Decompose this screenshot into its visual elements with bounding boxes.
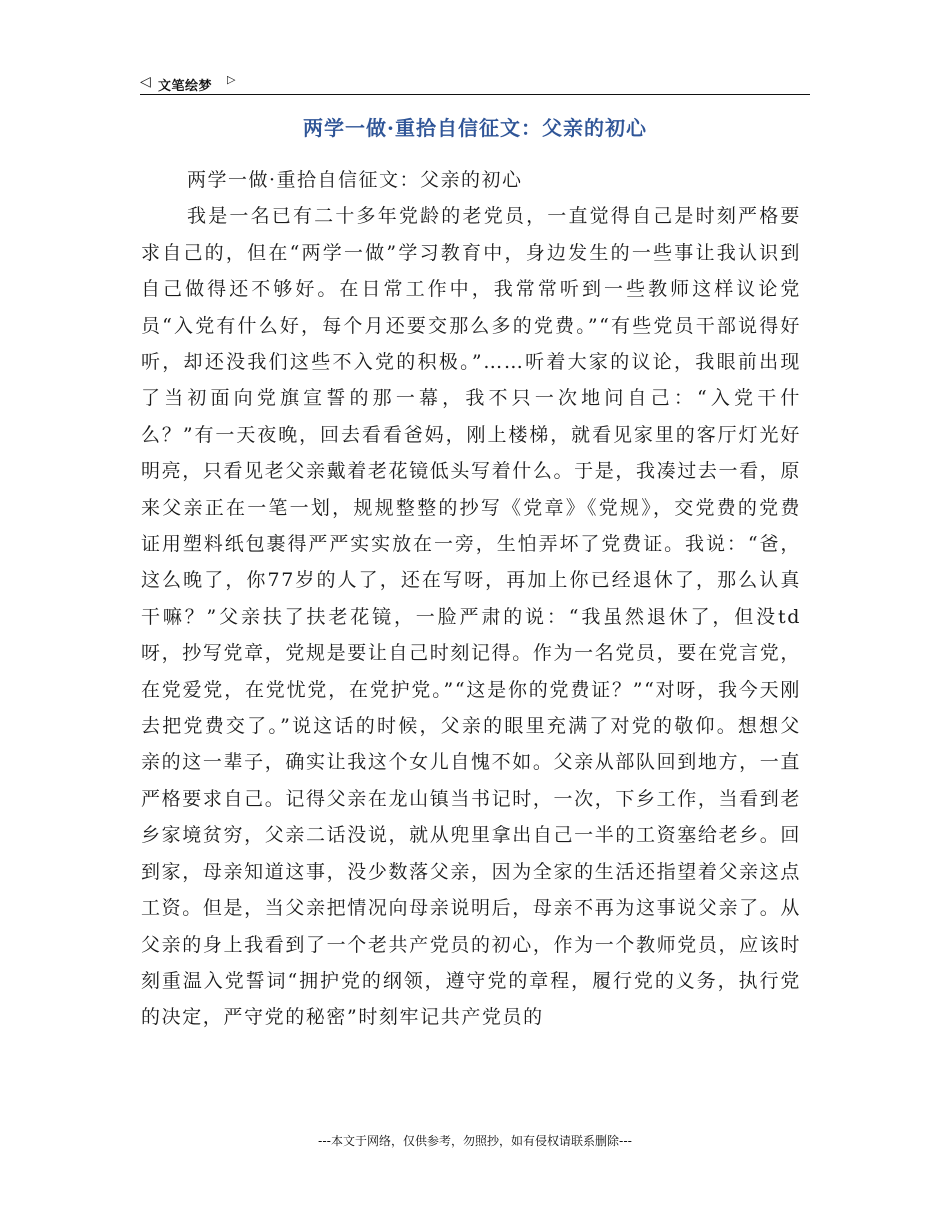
- page-header: [140, 72, 810, 95]
- footer-notice: ---本文于网络，仅供参考，勿照抄，如有侵权请联系删除---: [318, 1134, 632, 1148]
- document-body: [141, 162, 801, 1036]
- body-paragraph: 我是一名已有二十多年党龄的老党员，一直觉得自己是时刻严格要求自己的，但在“两学一做”学习教育中，身边发生的一些事让我认识到自己做得还不够好。在日常工作中，我常常听到一些教师这样议论党员“入党有什么好，每个月还要交那么多的党费。”“有些党员干部说得好听，却还没我们这些不入党的积极。”……听着大家的议论，我眼前出现了当初面向党旗宣誓的那一幕，我不只一次地问自己：“入党干什么？”有一天夜晚，回去看看爸妈，刚上楼梯，就看见家里的客厅灯光好明亮，只看见老父亲戴着老花镜低头写着什么。于是，我凑过去一看，原来父亲正在一笔一划，规规整整的抄写《党章》《党规》，交党费的党费证用塑料纸包裹得严严实实放在一旁，生怕弄坏了党费证。我说：“爸，这么晚了，你77岁的人了，还在写呀，再加上你已经退休了，那么认真干嘛？”父亲扶了扶老花镜，一脸严肃的说：“我虽然退休了，但没td呀，抄写党章，党规是要让自己时刻记得。作为一名党员，要在党言党，在党爱党，在党忧党，在党护党。”“这是你的党费证？”“对呀，我今天刚去把党费交了。”说这话的时候，父亲的眼里充满了对党的敬仰。想想父亲的这一辈子，确实让我这个女儿自愧不如。父亲从部队回到地方，一直严格要求自己。记得父亲在龙山镇当书记时，一次，下乡工作，当看到老乡家境贫穷，父亲二话没说，就从兜里拿出自己一半的工资塞给老乡。回到家，母亲知道这事，没少数落父亲，因为全家的生活还指望着父亲这点工资。但是，当父亲把情况向母亲说明后，母亲不再为这事说父亲了。从父亲的身上我看到了一个老共产党员的初心，作为一个教师党员，应该时刻重温入党誓词“拥护党的纲领，遵守党的章程，履行党的义务，执行党的决定，严守党的秘密”时刻牢记共产党员的: [141, 205, 801, 1029]
- document-title: 两学一做·重拾自信征文：父亲的初心: [303, 116, 647, 140]
- document-subtitle: 两学一做·重拾自信征文：父亲的初心: [187, 169, 523, 191]
- triangle-right-icon: ▷: [227, 73, 236, 86]
- header-brand: 文笔绘梦: [158, 79, 213, 94]
- triangle-left-icon: ◁: [140, 74, 151, 90]
